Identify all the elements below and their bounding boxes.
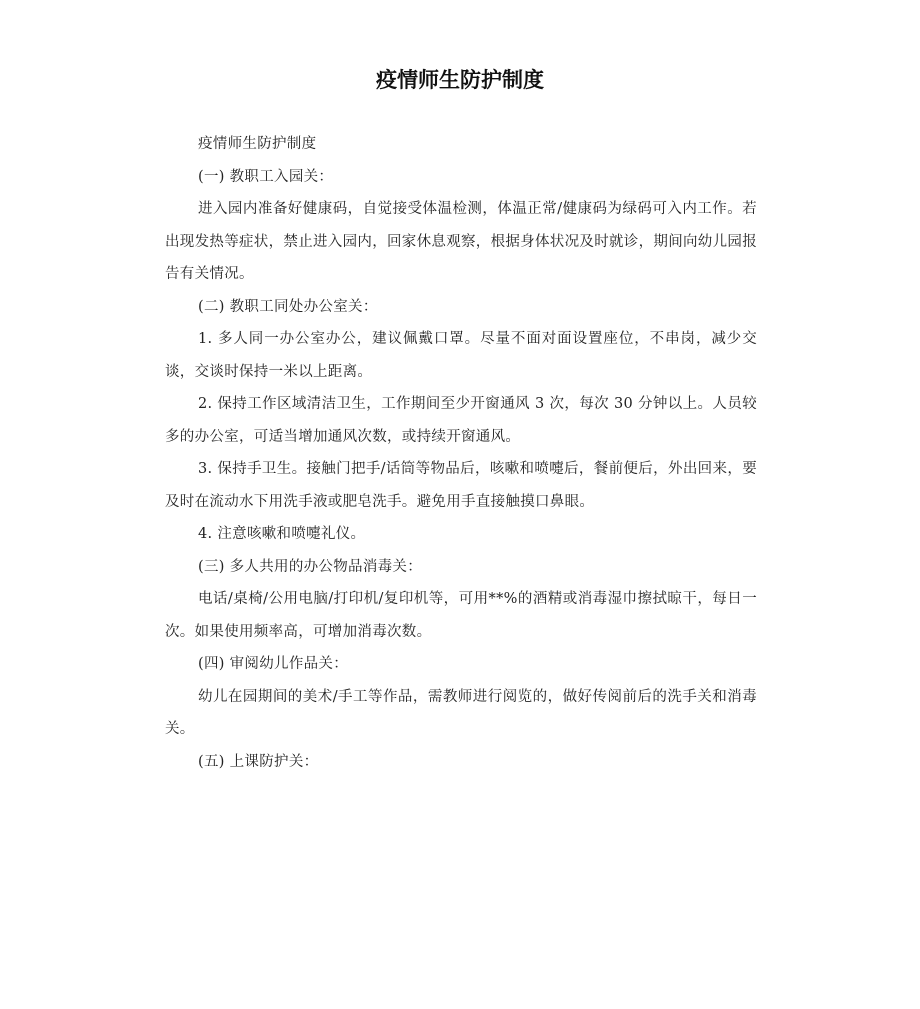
- list-item: 3. 保持手卫生。接触门把手/话筒等物品后，咳嗽和喷嚏后，餐前便后，外出回来，要及时在流动水下用洗手液或肥皂洗手。避免用手直接触摸口鼻眼。: [165, 461, 757, 510]
- list-item: 2. 保持工作区域清洁卫生，工作期间至少开窗通风 3 次，每次 30 分钟以上。人员较多的办公室，可适当增加通风次数，或持续开窗通风。: [165, 396, 757, 445]
- list-item: 4. 注意咳嗽和喷嚏礼仪。: [198, 526, 366, 542]
- section-heading-5: (五) 上课防护关：: [198, 753, 319, 770]
- paragraph: 进入园内准备好健康码，自觉接受体温检测，体温正常/健康码为绿码可入内工作。若出现发热等症状，禁止进入园内，回家休息观察，根据身体状况及时就诊，期间向幼儿园报告有关情况。: [165, 201, 757, 282]
- paragraph-intro-heading: 疫情师生防护制度: [198, 136, 317, 152]
- section-heading-3: (三) 多人共用的办公物品消毒关：: [198, 558, 423, 575]
- paragraph: 电话/桌椅/公用电脑/打印机/复印机等，可用**%的酒精或消毒湿巾擦拭晾干，每日一次。如果使用频率高，可增加消毒次数。: [165, 591, 757, 640]
- section-heading-2: (二) 教职工同处办公室关：: [198, 298, 378, 315]
- paragraph: 幼儿在园期间的美术/手工等作品，需教师进行阅览的，做好传阅前后的洗手关和消毒关。: [165, 688, 757, 737]
- document-title: 疫情师生防护制度: [376, 68, 544, 92]
- section-heading-4: (四) 审阅幼儿作品关：: [198, 656, 349, 672]
- list-item: 1. 多人同一办公室办公，建议佩戴口罩。尽量不面对面设置座位，不串岗，减少交谈，交谈时保持一米以上距离。: [165, 331, 757, 380]
- section-heading-1: (一) 教职工入园关：: [198, 168, 334, 185]
- document-body: [165, 128, 757, 778]
